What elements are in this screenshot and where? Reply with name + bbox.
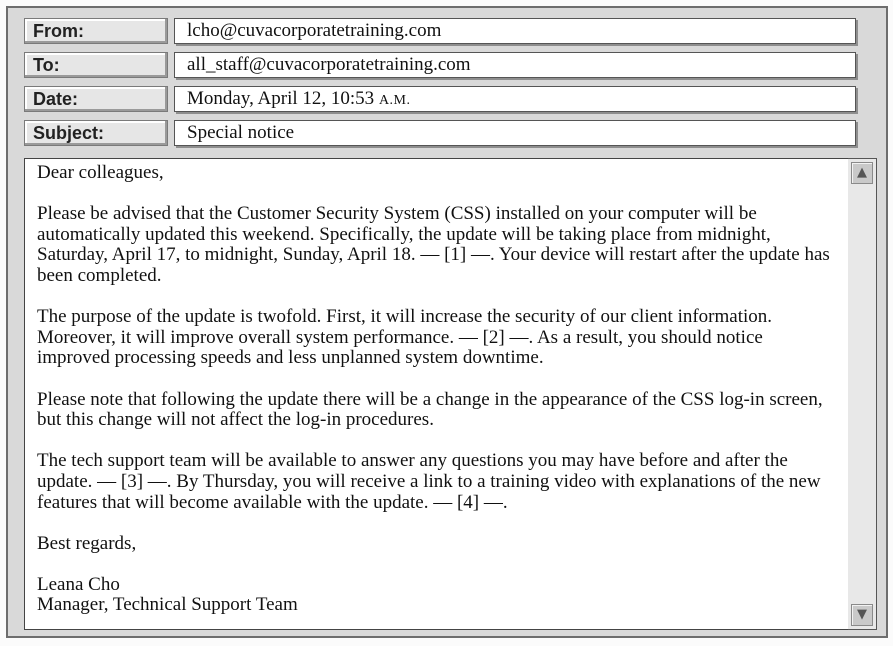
scroll-down-button[interactable] bbox=[851, 604, 873, 626]
date-label: Date: bbox=[24, 86, 168, 112]
subject-field[interactable]: Special notice bbox=[174, 120, 856, 146]
paragraph-1: Please be advised that the Customer Security System (CSS) installed on your computer will be automatically updated this weekend. Specifically, the update will be taking place from midnight, Saturday, April 17, to midnight, Sunday, April 18. — [1] —. Your device will restart after the update has been completed. bbox=[37, 203, 830, 286]
sender-name: Leana Cho bbox=[37, 573, 120, 595]
sender-title: Manager, Technical Support Team bbox=[37, 594, 298, 616]
date-ampm: A.M. bbox=[378, 93, 411, 108]
arrow-up-icon: ▲ bbox=[857, 165, 867, 180]
from-field[interactable]: lcho@cuvacorporatetraining.com bbox=[174, 18, 856, 44]
paragraph-3: Please note that following the update there will be a change in the appearance of the CSS log-in screen, but this change will not affect the log-in procedures. bbox=[37, 388, 823, 431]
from-label: From: bbox=[24, 18, 168, 44]
arrow-down-icon: ▼ bbox=[857, 607, 867, 622]
greeting: Dear colleagues, bbox=[37, 162, 164, 183]
subject-label: Subject: bbox=[24, 120, 168, 146]
paragraph-2: The purpose of the update is twofold. First, it will increase the security of our client information. Moreover, it will improve overall system performance. — [2] —. As a result, you should notice improved processing speeds and less unplanned system downtime. bbox=[37, 306, 773, 369]
email-window bbox=[6, 6, 888, 638]
message-text bbox=[37, 163, 837, 616]
scroll-up-button[interactable] bbox=[851, 162, 873, 184]
to-field[interactable]: all_staff@cuvacorporatetraining.com bbox=[174, 52, 856, 78]
vertical-scrollbar[interactable] bbox=[848, 158, 877, 630]
paragraph-4: The tech support team will be available to answer any questions you may have before and after the update. — [3] —. By Thursday, you will receive a link to a training video with explanations of the new features that will become available with the update. — [4] —. bbox=[37, 450, 821, 513]
message-body[interactable] bbox=[24, 158, 850, 630]
to-label: To: bbox=[24, 52, 168, 78]
date-field[interactable] bbox=[174, 86, 856, 112]
closing: Best regards, bbox=[37, 532, 137, 554]
date-value: Monday, April 12, 10:53 bbox=[187, 88, 375, 109]
